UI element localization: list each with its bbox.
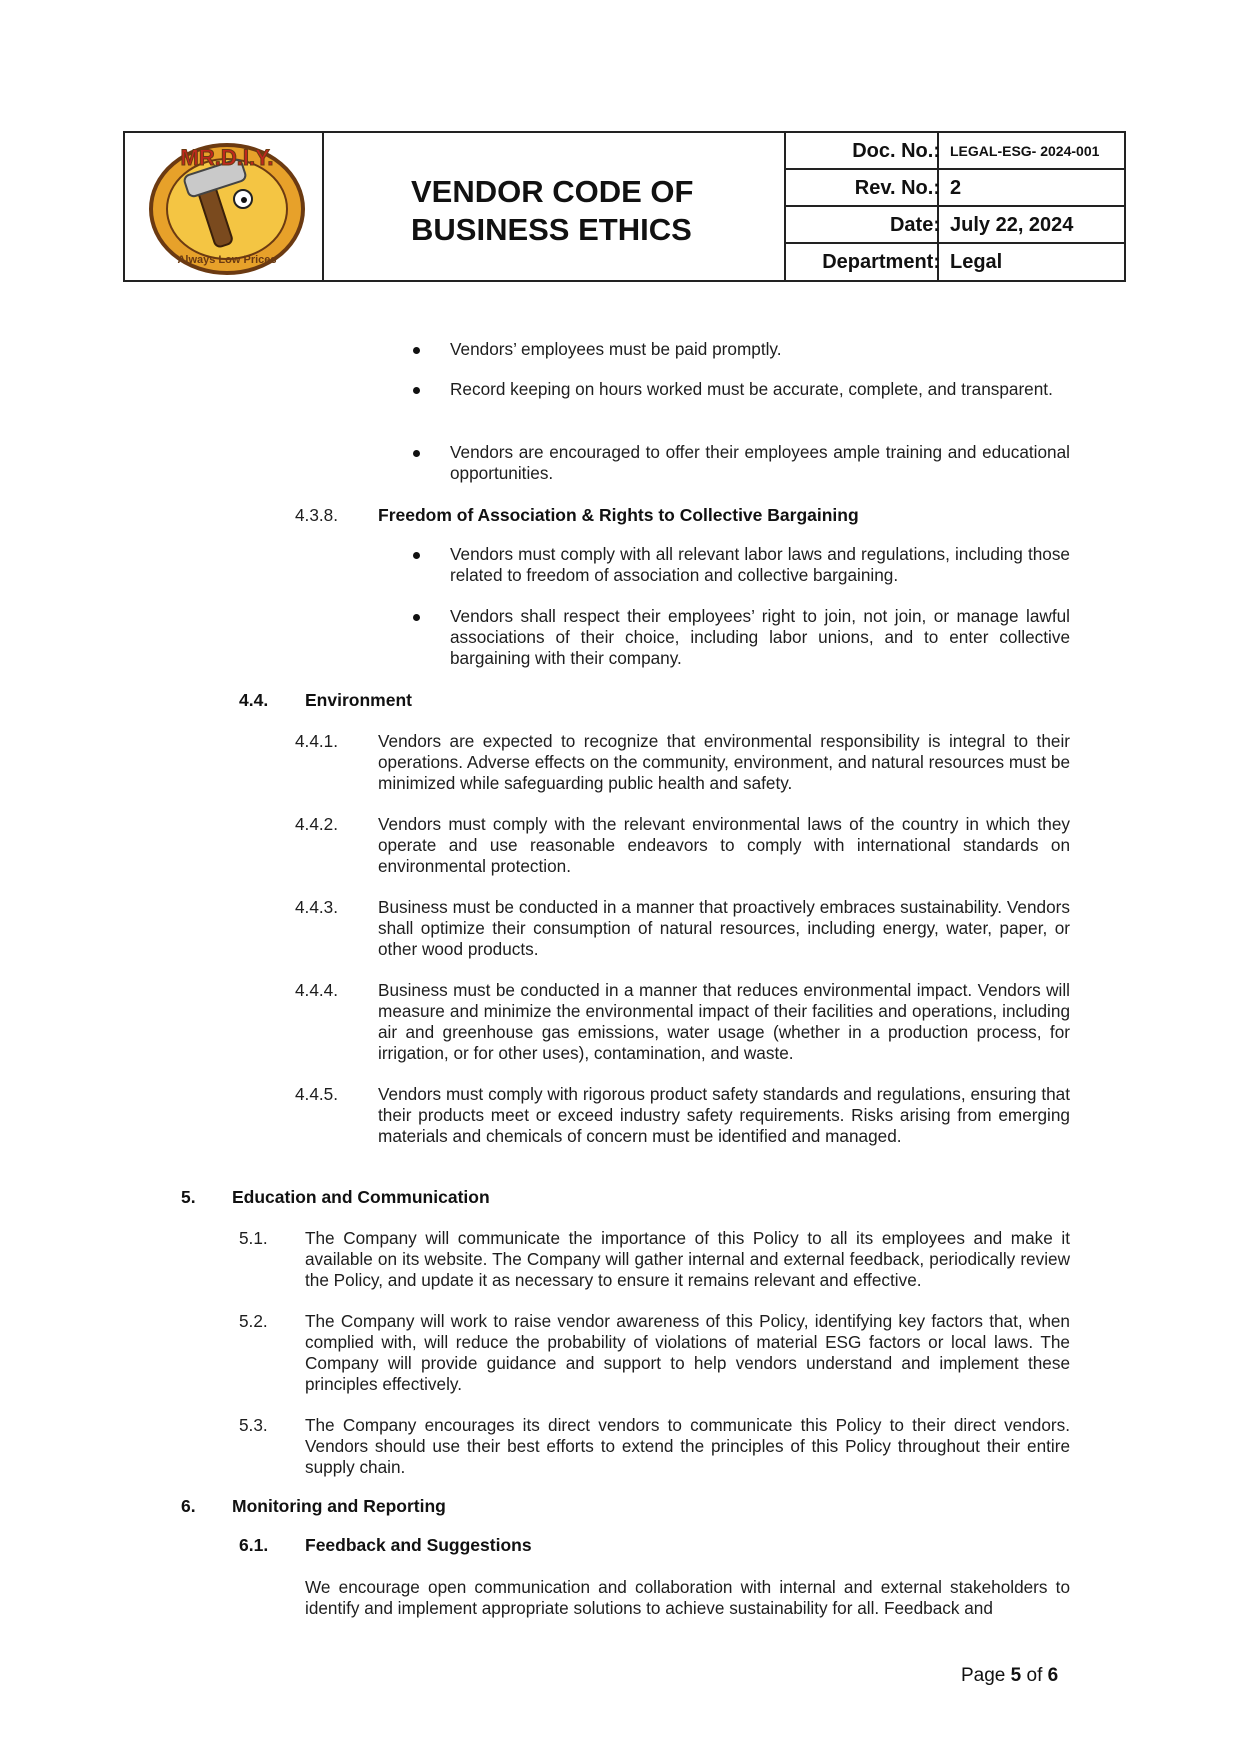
section-heading: Environment (305, 690, 412, 710)
date-value: July 22, 2024 (950, 214, 1074, 236)
bullet-marker (413, 614, 420, 621)
bullet-marker (413, 552, 420, 559)
feedback-paragraph: We encourage open communication and collaboration with internal and external stakeholders to identify and implement appropriate solutions to achieve sustainability for all. Feedback and (305, 1577, 1070, 1618)
subsection-number: 6.1. (239, 1535, 269, 1555)
section-number: 5. (181, 1187, 196, 1207)
section-heading: Freedom of Association & Rights to Collective Bargaining (378, 505, 859, 525)
item-text: The Company encourages its direct vendors to communicate this Policy to their direct vendors. Vendors should use their best efforts to extend the principles of this Policy throughout their entire supply chain. (305, 1415, 1070, 1477)
item-text: Business must be conducted in a manner that reduces environmental impact. Vendors will measure and minimize the environmental impact of their facilities and operations, including air and greenhouse gas emissions, water usage (whether in a production process, for irrigation, or for other uses), contamination, and waste. (378, 980, 1070, 1063)
bullet-marker (413, 347, 420, 354)
item-number: 5.2. (239, 1311, 268, 1331)
bullet-text: Record keeping on hours worked must be accurate, complete, and transparent. (450, 379, 1053, 399)
rev-no-value: 2 (950, 177, 962, 199)
item-number: 4.4.3. (295, 897, 339, 917)
item-number: 4.4.1. (295, 731, 339, 751)
section-number: 6. (181, 1496, 196, 1516)
section-number: 4.4. (239, 690, 269, 710)
section-heading: Monitoring and Reporting (232, 1496, 446, 1516)
item-number: 5.3. (239, 1415, 268, 1435)
document-header (123, 131, 1126, 282)
bullet-marker (413, 450, 420, 457)
item-number: 5.1. (239, 1228, 268, 1248)
item-text: Business must be conducted in a manner that proactively embraces sustainability. Vendors shall optimize their consumption of natural resources, including energy, water, paper, or other wood products. (378, 897, 1070, 959)
item-text: The Company will work to raise vendor awareness of this Policy, identifying key factors that, when complied with, will reduce the probability of violations of material ESG factors or local laws. The Company will provide guidance and support to help vendors understand and implement these principles effectively. (305, 1311, 1070, 1394)
doc-no-label: Doc. No.: (852, 140, 940, 162)
item-number: 4.4.5. (295, 1084, 339, 1104)
bullet-text: Vendors are encouraged to offer their employees ample training and educational opportunities. (450, 442, 1070, 483)
rev-no-label: Rev. No.: (854, 177, 940, 199)
item-number: 4.4.4. (295, 980, 339, 1000)
company-logo (147, 137, 307, 277)
page-number: Page 5 of 6 (961, 1665, 1059, 1686)
item-text: Vendors must comply with rigorous product safety standards and regulations, ensuring that their products meet or exceed industry safety requirements. Risks arising from emerging materials and chemicals of concern must be identified and managed. (378, 1084, 1070, 1146)
subsection-heading: Feedback and Suggestions (305, 1535, 532, 1555)
section-number: 4.3.8. (295, 505, 339, 525)
document-title: VENDOR CODE OF BUSINESS ETHICS (411, 174, 694, 247)
bullet-text: Vendors shall respect their employees’ right to join, not join, or manage lawful associations of their choice, including labor unions, and to enter collective bargaining with their company. (450, 606, 1070, 668)
bullet-text: Vendors’ employees must be paid promptly. (450, 339, 782, 359)
doc-no-value: LEGAL-ESG- 2024-001 (950, 143, 1100, 159)
item-number: 4.4.2. (295, 814, 339, 834)
date-label: Date: (889, 214, 940, 236)
item-text: Vendors are expected to recognize that environmental responsibility is integral to their operations. Adverse effects on the community, environment, and natural resources must be minimized while safeguarding public health and safety. (378, 731, 1071, 793)
department-value: Legal (950, 251, 1003, 273)
item-text: Vendors must comply with the relevant environmental laws of the country in which they operate and use reasonable endeavors to comply with international standards on environmental protection. (378, 814, 1070, 876)
svg-text:Always Low Prices: Always Low Prices (177, 254, 277, 266)
header-divider (322, 133, 324, 280)
item-text: The Company will communicate the importance of this Policy to all its employees and make it available on its website. The Company will gather internal and external feedback, periodically review the Policy, and update it as necessary to ensure it remains relevant and effective. (305, 1228, 1070, 1290)
bullet-text: Vendors must comply with all relevant labor laws and regulations, including those related to freedom of association and collective bargaining. (450, 544, 1070, 585)
section-heading: Education and Communication (232, 1187, 490, 1207)
svg-text:MR.D.I.Y.: MR.D.I.Y. (180, 145, 274, 170)
department-label: Department: (822, 251, 940, 273)
bullet-marker (413, 387, 420, 394)
